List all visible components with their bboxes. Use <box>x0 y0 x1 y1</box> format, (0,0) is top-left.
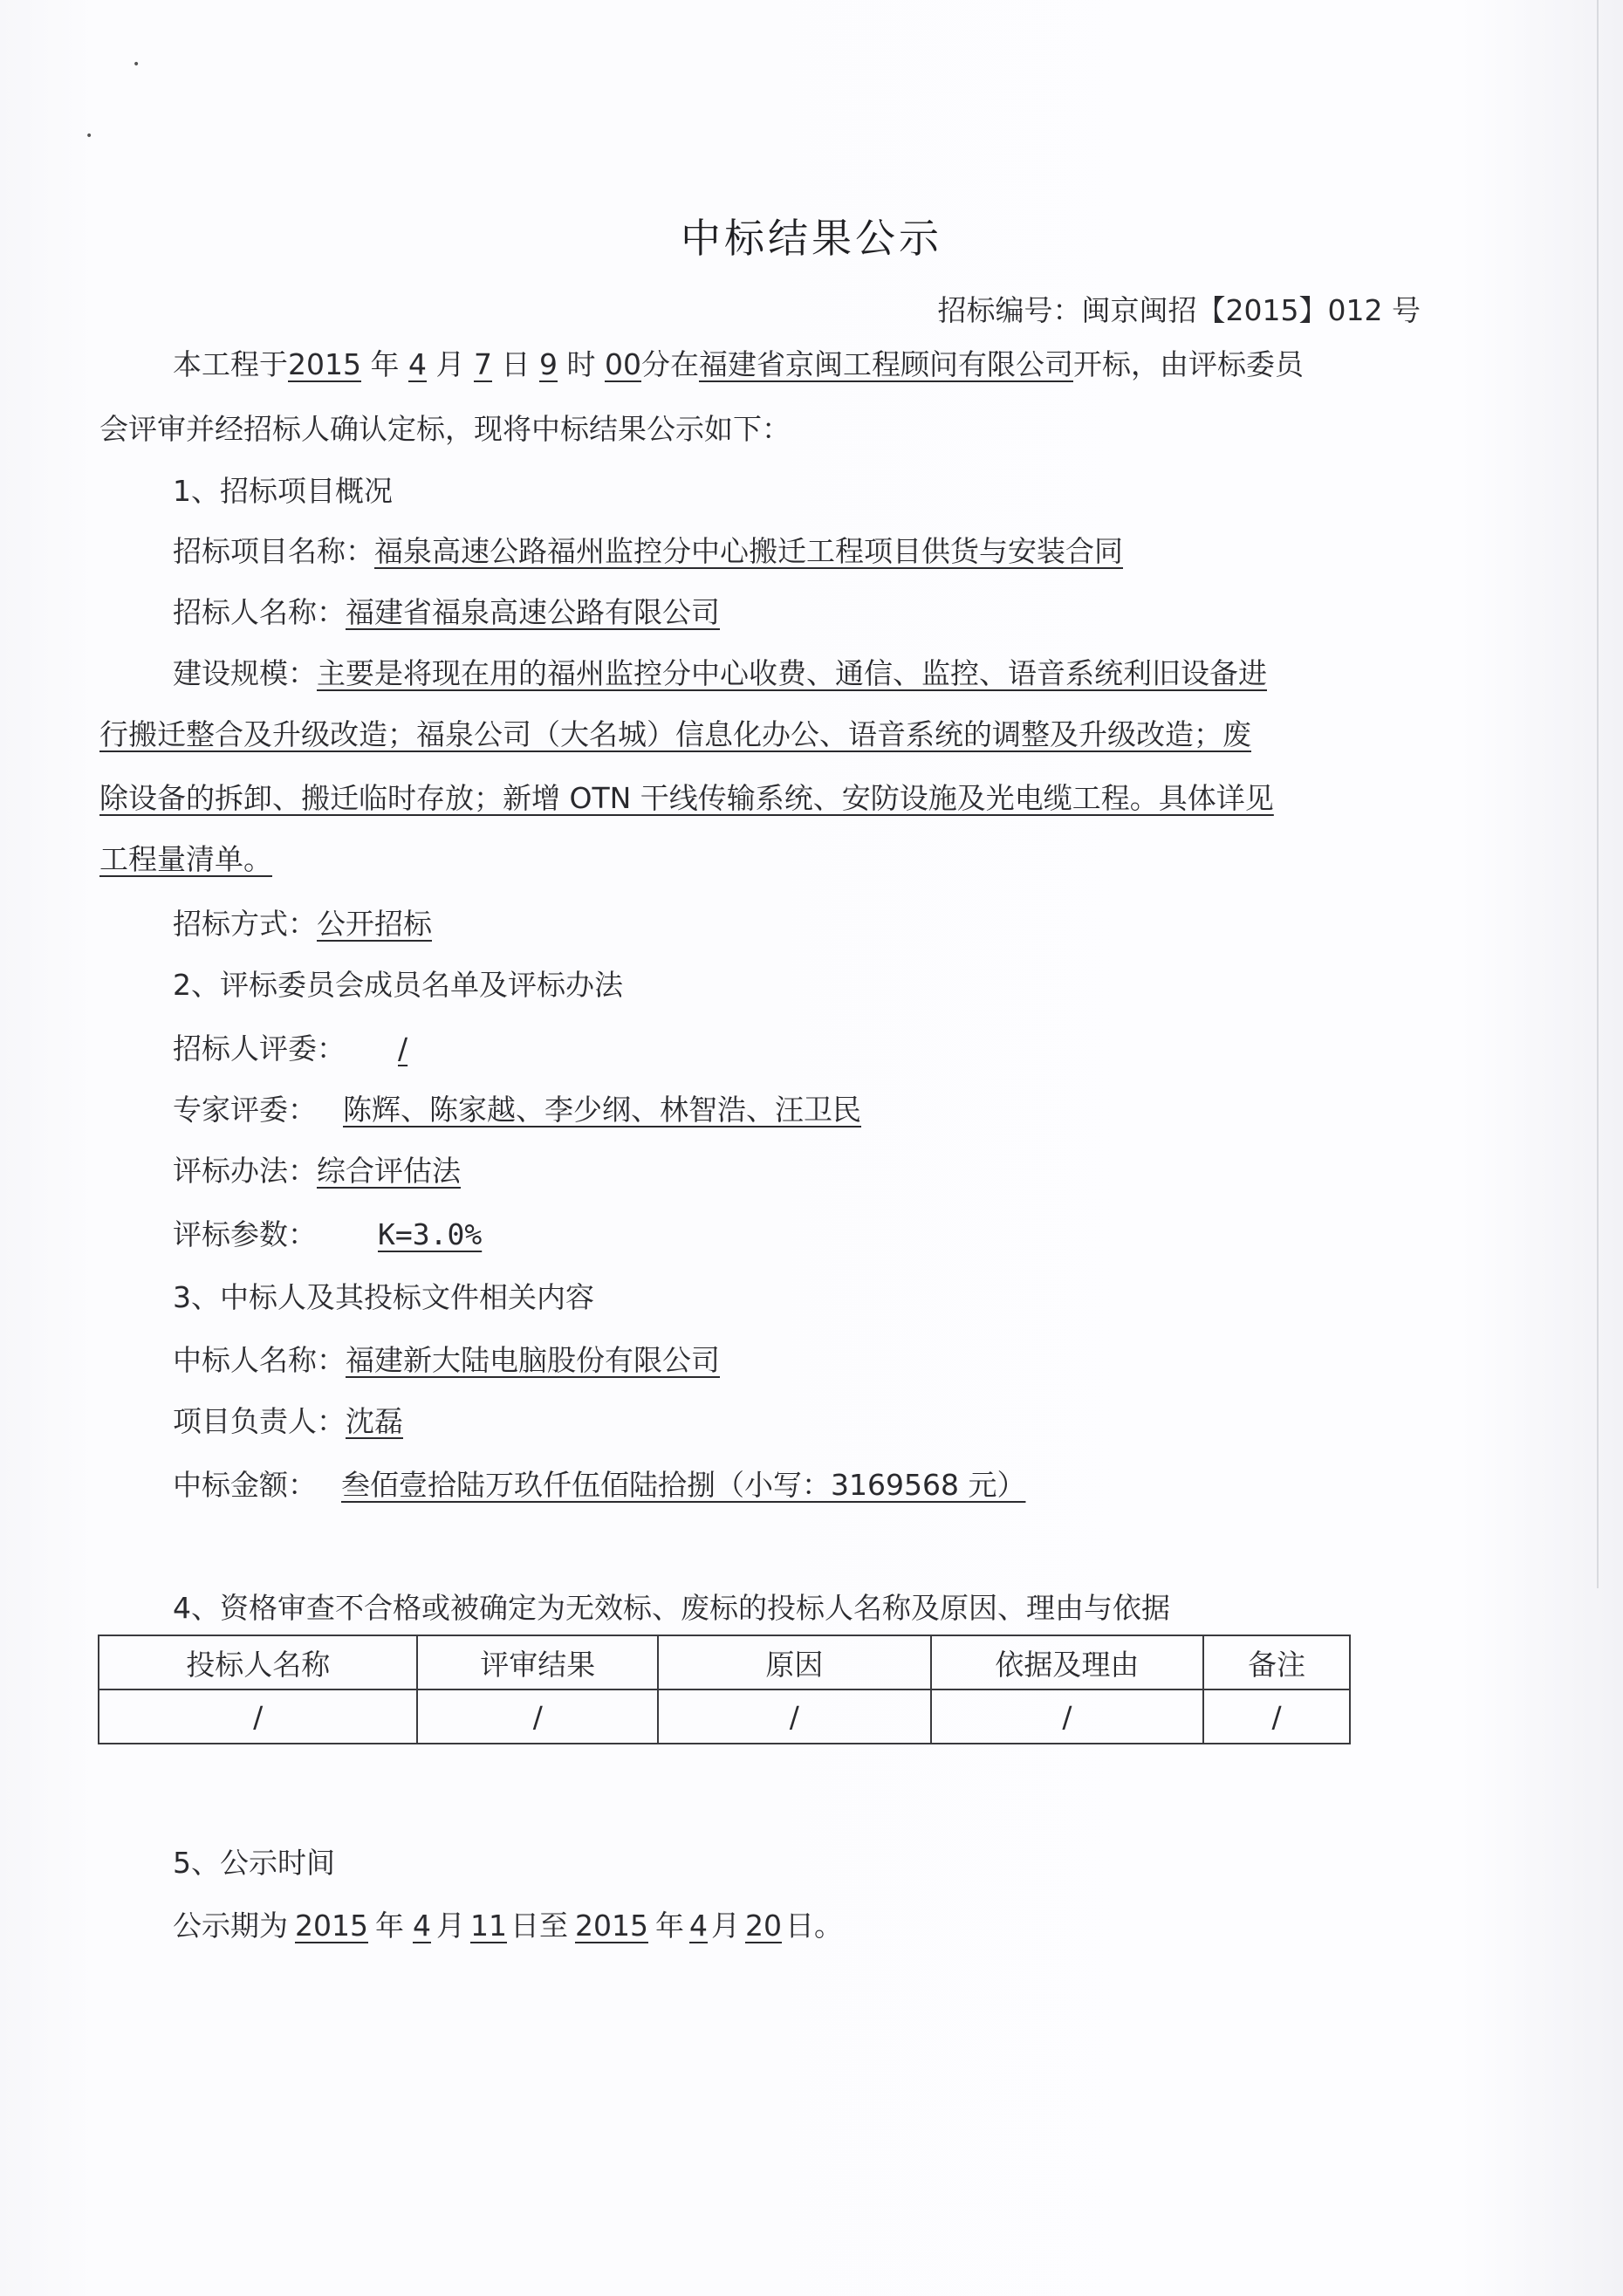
tenderer-name: 福建省福泉高速公路有限公司 <box>346 595 720 629</box>
method-row: 招标方式：公开招标 <box>173 907 432 941</box>
scan-speck: • <box>133 58 140 72</box>
table-header-cell: 备注 <box>1203 1635 1350 1689</box>
table-cell: / <box>658 1689 931 1744</box>
owner-judge-row: 招标人评委： / <box>173 1031 408 1066</box>
scan-speck: • <box>86 129 93 143</box>
section-3-heading: 3、中标人及其投标文件相关内容 <box>173 1280 594 1314</box>
table-header-cell: 投标人名称 <box>99 1635 417 1689</box>
page-title: 中标结果公示 <box>681 215 942 262</box>
publicity-period-row: 公示期为 2015 年 4 月 11 日至 2015 年 4 月 20 日。 <box>173 1909 843 1943</box>
table-header-row <box>99 1635 1350 1689</box>
section-1-heading: 1、招标项目概况 <box>173 474 393 508</box>
tender-number: 招标编号：闽京闽招【2015】012 号 <box>937 293 1421 327</box>
table-header-cell: 依据及理由 <box>931 1635 1204 1689</box>
owner-judge-value: / <box>398 1031 408 1066</box>
bid-amount: 叁佰壹拾陆万玖仟伍佰陆拾捌（小写：3169568 元） <box>341 1468 1026 1502</box>
expert-judges: 陈辉、陈家越、李少纲、林智浩、汪卫民 <box>343 1093 861 1127</box>
opening-place: 福建省京闽工程顾问有限公司 <box>698 347 1073 381</box>
section-2-heading: 2、评标委员会成员名单及评标办法 <box>173 968 623 1002</box>
table-header-cell: 原因 <box>658 1635 931 1689</box>
table-cell: / <box>99 1689 417 1744</box>
method-value: 公开招标 <box>317 907 432 941</box>
table-cell: / <box>931 1689 1204 1744</box>
scale-line-2: 行搬迁整合及升级改造；福泉公司（大名城）信息化办公、语音系统的调整及升级改造；废 <box>99 717 1251 751</box>
scale-row: 建设规模：主要是将现在用的福州监控分中心收费、通信、监控、语音系统利旧设备进 <box>173 656 1267 690</box>
table-row <box>99 1689 1350 1744</box>
project-manager-row: 项目负责人：沈磊 <box>173 1404 403 1438</box>
project-name: 福泉高速公路福州监控分中心搬迁工程项目供货与安装合同 <box>374 534 1123 568</box>
project-manager: 沈磊 <box>346 1404 403 1438</box>
section-4-heading: 4、资格审查不合格或被确定为无效标、废标的投标人名称及原因、理由与依据 <box>173 1591 1170 1625</box>
expert-judge-row: 专家评委： 陈辉、陈家越、李少纲、林智浩、汪卫民 <box>173 1093 861 1127</box>
eval-param-row: 评标参数： K=3.0% <box>173 1217 483 1251</box>
scale-line-4: 工程量清单。 <box>99 842 272 876</box>
section-5-heading: 5、公示时间 <box>173 1846 335 1880</box>
intro-line-2: 会评审并经招标人确认定标，现将中标结果公示如下： <box>99 412 791 446</box>
eval-method: 综合评估法 <box>317 1154 461 1188</box>
project-name-row: 招标项目名称：福泉高速公路福州监控分中心搬迁工程项目供货与安装合同 <box>173 534 1123 568</box>
winner-row: 中标人名称：福建新大陆电脑股份有限公司 <box>173 1343 720 1377</box>
bid-amount-row: 中标金额： 叁佰壹拾陆万玖仟伍佰陆拾捌（小写：3169568 元） <box>173 1468 1026 1502</box>
tenderer-row: 招标人名称：福建省福泉高速公路有限公司 <box>173 595 720 629</box>
table-cell: / <box>417 1689 658 1744</box>
scale-line-3: 除设备的拆卸、搬迁临时存放；新增 OTN 干线传输系统、安防设施及光电缆工程。具体详见 <box>99 781 1274 815</box>
eval-method-row: 评标办法：综合评估法 <box>173 1154 461 1188</box>
table-cell: / <box>1203 1689 1350 1744</box>
winner-name: 福建新大陆电脑股份有限公司 <box>346 1343 720 1377</box>
intro-line-1: 本工程于2015 年 4 月 7 日 9 时 00分在福建省京闽工程顾问有限公司开标，由评标委员 <box>173 347 1304 381</box>
table-header-cell: 评审结果 <box>417 1635 658 1689</box>
rejected-bidders-table <box>98 1635 1351 1744</box>
eval-param: K=3.0% <box>378 1217 483 1251</box>
